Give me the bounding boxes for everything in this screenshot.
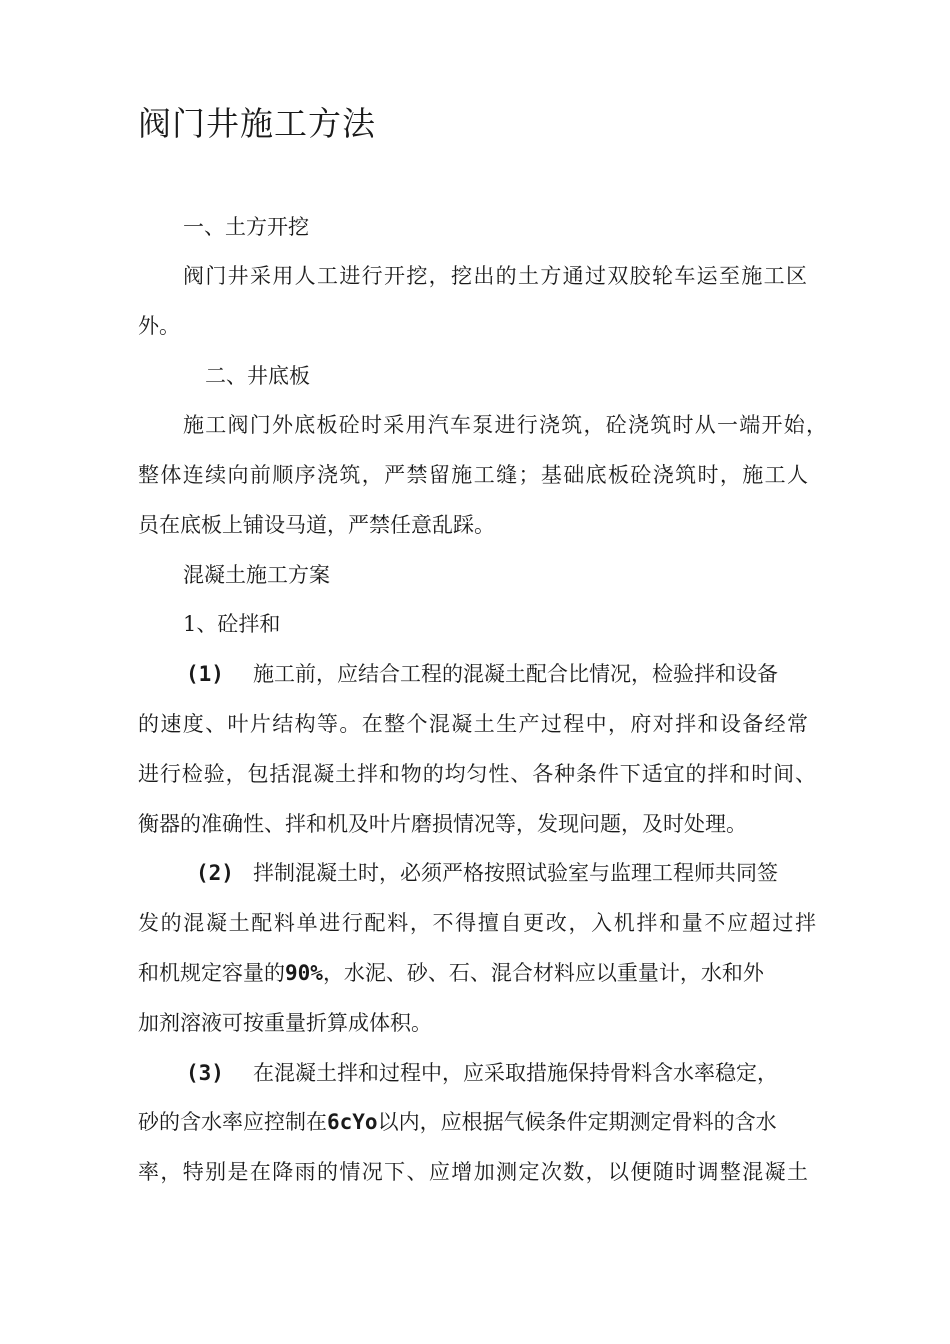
item-marker: (1) (186, 662, 224, 686)
paragraph-line (196, 858, 778, 888)
paragraph-line: 的速度、叶片结构等。在整个混凝土生产过程中，府对拌和设备经常 (138, 712, 808, 736)
subsection-heading-mixing: 1、砼拌和 (183, 612, 281, 636)
paragraph-line (186, 659, 778, 689)
paragraph-line: 率，特别是在降雨的情况下、应增加测定次数，以便随时调整混凝土 (138, 1160, 808, 1184)
paragraph-text: 砂的含水率应控制在 (138, 1110, 327, 1134)
paragraph-line (138, 958, 764, 988)
paragraph-line (138, 1107, 777, 1137)
paragraph-line: 衡器的准确性、拌和机及叶片磨损情况等，发现问题，及时处理。 (138, 812, 747, 836)
page-title: 阀门井施工方法 (138, 104, 376, 143)
paragraph-text: 以内，应根据气候条件定期测定骨料的含水 (377, 1110, 777, 1134)
section-heading-concrete-plan: 混凝土施工方案 (183, 563, 330, 587)
moisture-value: 6cYo (327, 1110, 378, 1134)
paragraph-text: 和机规定容量的 (138, 961, 285, 985)
paragraph-text: 施工前，应结合工程的混凝土配合比情况，检验拌和设备 (253, 662, 778, 686)
paragraph-text: 在混凝土拌和过程中，应采取措施保持骨料含水率稳定， (253, 1061, 778, 1085)
percentage-value: 90% (285, 961, 323, 985)
paragraph-line: 加剂溶液可按重量折算成体积。 (138, 1011, 432, 1035)
item-marker: (2) (196, 861, 234, 885)
section-heading-base-slab: 二、井底板 (205, 364, 310, 388)
paragraph-text: ，水泥、砂、石、混合材料应以重量计，水和外 (322, 961, 764, 985)
section-heading-earthwork: 一、土方开挖 (183, 215, 309, 239)
paragraph-line: 发的混凝土配料单进行配料，不得擅自更改，入机拌和量不应超过拌 (138, 911, 816, 935)
paragraph-line: 进行检验，包括混凝土拌和物的均匀性、各种条件下适宜的拌和时间、 (138, 762, 816, 786)
paragraph-line: 阀门井采用人工进行开挖，挖出的土方通过双胶轮车运至施工区 (183, 264, 807, 288)
item-marker: (3) (186, 1061, 224, 1085)
paragraph-text: 拌制混凝土时，必须严格按照试验室与监理工程师共同签 (253, 861, 778, 885)
paragraph-line (186, 1058, 778, 1088)
paragraph-line: 外。 (138, 314, 180, 338)
paragraph-line: 施工阀门外底板砼时采用汽车泵进行浇筑，砼浇筑时从一端开始， (183, 413, 827, 437)
paragraph-line: 员在底板上铺设马道，严禁任意乱踩。 (138, 513, 495, 537)
paragraph-line: 整体连续向前顺序浇筑，严禁留施工缝；基础底板砼浇筑时，施工人 (138, 463, 808, 487)
